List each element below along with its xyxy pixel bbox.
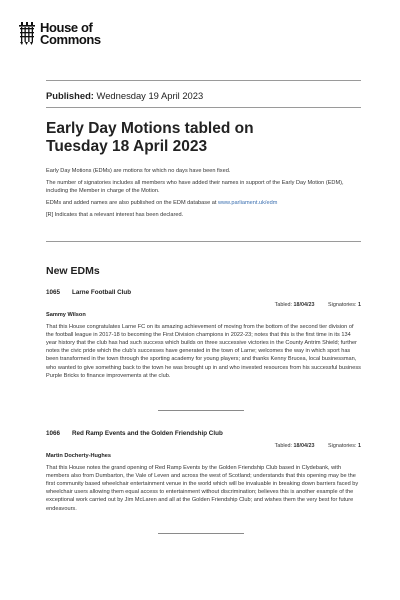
top-divider	[46, 80, 361, 81]
published-line	[46, 90, 203, 101]
section-title: New EDMs	[46, 265, 100, 277]
published-label: Published:	[46, 90, 94, 101]
title-line-2: Tuesday 18 April 2023	[46, 138, 208, 155]
edm-separator	[158, 533, 244, 534]
edm-number: 1065	[46, 289, 61, 296]
logo-line-2: Commons	[40, 32, 101, 47]
intro-paragraph: [R] Indicates that a relevant interest has been declared.	[46, 212, 184, 218]
edm-author: Martin Docherty-Hughes	[46, 453, 111, 460]
edm-meta	[46, 301, 361, 309]
edm-number: 1066	[46, 430, 61, 437]
edm-heading	[46, 430, 361, 438]
house-of-commons-logo	[18, 22, 101, 46]
edm-entry	[46, 289, 361, 380]
edm-separator	[158, 410, 244, 411]
page-title	[46, 120, 356, 156]
edm-title: Larne Football Club	[72, 289, 132, 296]
intro-paragraph: Early Day Motions (EDMs) are motions for which no days have been fixed.	[46, 168, 231, 174]
intro-divider	[46, 241, 361, 242]
edm-database-link[interactable]: www.parliament.uk/edm	[217, 200, 278, 206]
edm-heading	[46, 289, 361, 297]
tabled-label: Tabled:	[274, 302, 293, 309]
signatories-count: 1	[358, 443, 361, 450]
tabled-label: Tabled:	[274, 443, 293, 450]
signatories-label: Signatories:	[328, 443, 357, 450]
signatories-count: 1	[358, 302, 361, 309]
edm-author: Sammy Wilson	[46, 312, 86, 319]
title-line-1: Early Day Motions tabled on	[46, 120, 254, 137]
logo-line-1: House of	[40, 20, 93, 35]
portcullis-icon	[18, 22, 36, 46]
intro-text	[46, 167, 361, 223]
edm-title: Red Ramp Events and the Golden Friendship Club	[72, 430, 223, 437]
edm-motion-text: That this House congratulates Larne FC on its amazing achievement of moving from the bottom of the second tier division of the football league in 2017-18 to becoming the First Division champions in 2022-23; notes that this is the first time in its 134 year history that the club has had such success which builds on three successive victories in the County Antrim Shield; further notes the civic pride which the club's successes have generated in the town of Larne; welcomes the way in which sport has been transformed in the town through the sporting academy for young players; and thanks Kenny Brucea, local businessman, who wanted to give something back to the town he was brought up in and who invested resources from his successful business Purple Bricks to finance improvements at the club.	[46, 323, 361, 379]
intro-paragraph: The number of signatories includes all members who have added their names in support of the Early Day Motion (EDM), including the Member in charge of the Motion.	[46, 180, 344, 194]
signatories-label: Signatories:	[328, 302, 357, 309]
tabled-date: 18/04/23	[293, 443, 315, 450]
tabled-date: 18/04/23	[293, 302, 315, 309]
edm-entry	[46, 430, 361, 513]
edm-meta	[46, 442, 361, 450]
intro-database-text: EDMs and added names are also published on the EDM database at	[46, 200, 218, 206]
published-divider	[46, 107, 361, 108]
published-date: Wednesday 19 April 2023	[96, 90, 204, 101]
intro-paragraph	[46, 199, 361, 207]
edm-motion-text: That this House notes the grand opening of Red Ramp Events by the Golden Friendship Club based in Clydebank, with members also from Dumbarton, the Vale of Leven and across the west of Scotland; understands that this opening may be the first community based wheelchair entertainment venue in the world which will be invaluable in breaking down barriers faced by wheelchair users allowing them equal access to entertainment without discrimination; believes this is another example of the exceptional work carried out by Jim McLaren and all at the Golden Friendship Club; and wishes them the very best for future endeavours.	[46, 464, 359, 512]
